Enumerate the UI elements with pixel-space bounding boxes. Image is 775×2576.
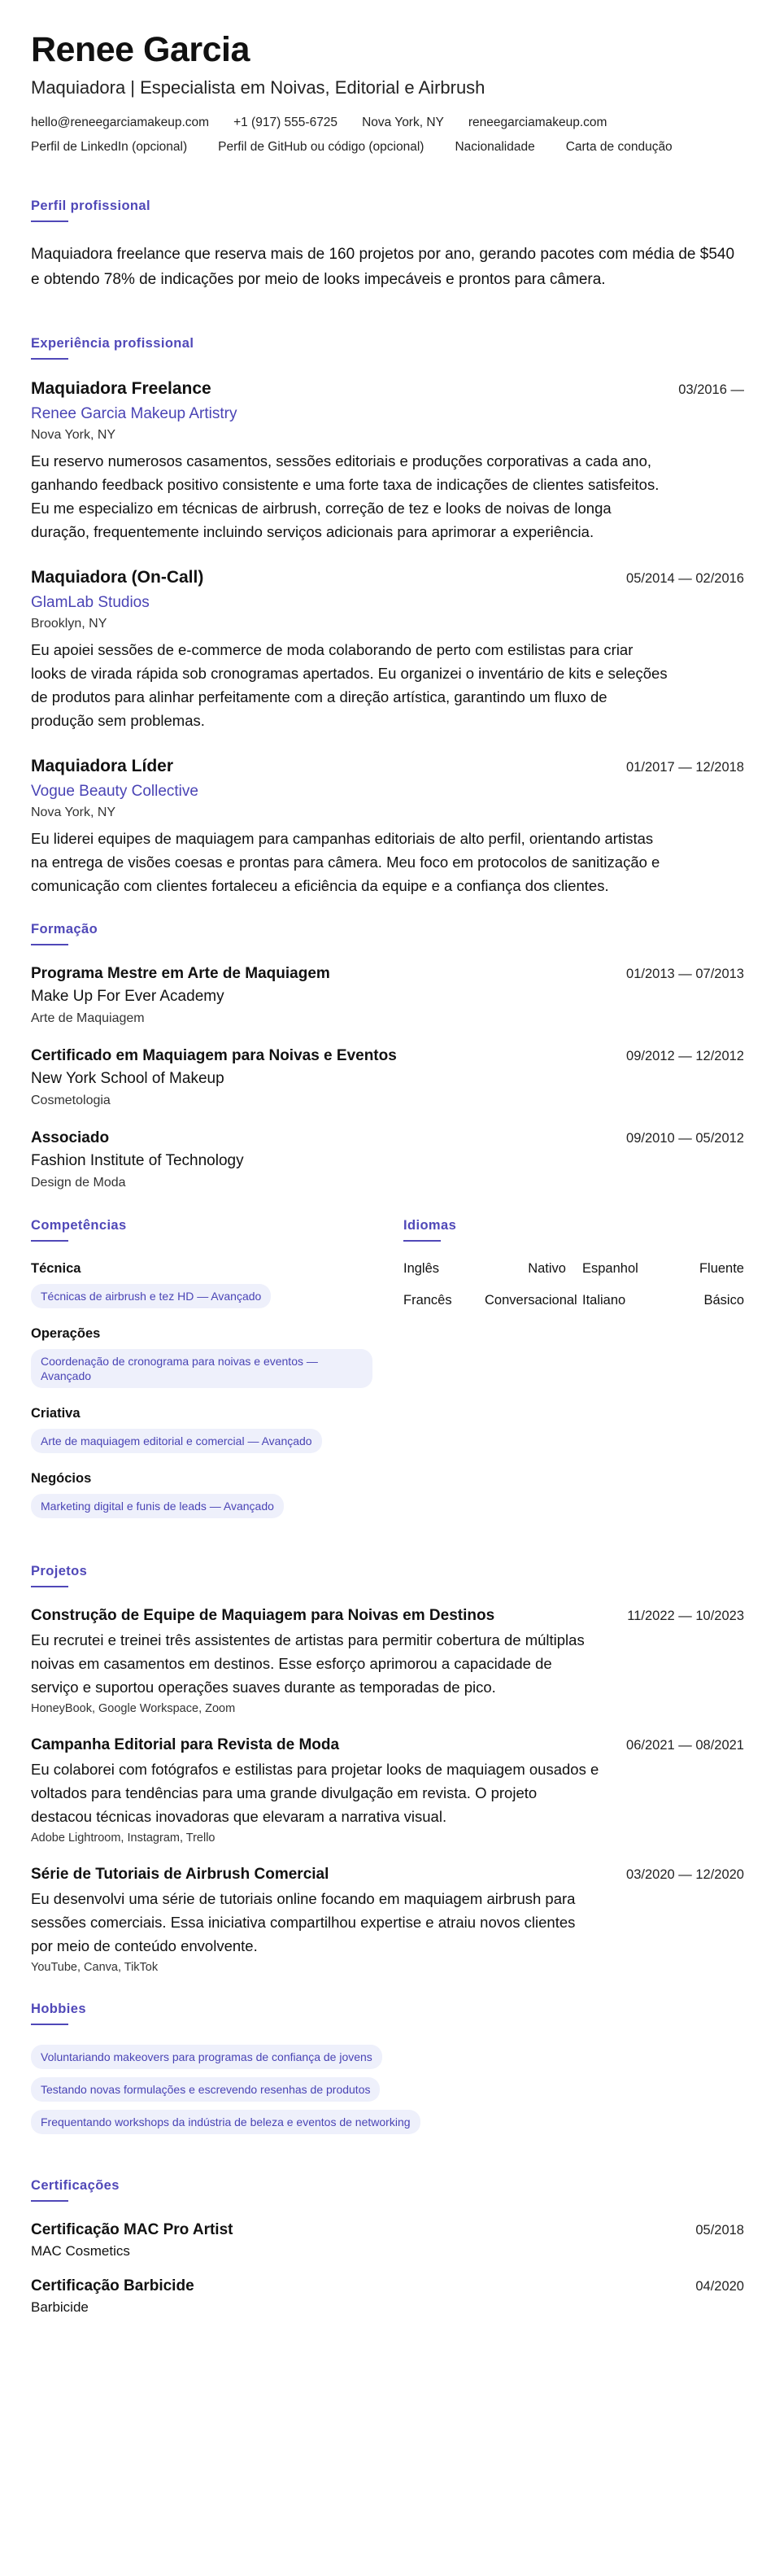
education-date: 09/2010 — 05/2012 (626, 1131, 744, 1146)
language-level: Básico (703, 1293, 744, 1308)
field-of-study: Design de Moda (31, 1176, 126, 1190)
job-company: GlamLab Studios (31, 594, 150, 611)
skill-group (31, 1471, 403, 1518)
candidate-title: Maquiadora | Especialista em Noivas, Editorial e Airbrush (31, 77, 485, 98)
project-entry (31, 1866, 744, 1974)
github-link[interactable]: Perfil de GitHub ou código (opcional) (218, 140, 425, 154)
language-level: Fluente (699, 1261, 744, 1276)
job-title: Maquiadora (On-Call) (31, 568, 204, 587)
section-title: Idiomas (403, 1218, 457, 1233)
links-row (31, 140, 744, 155)
certification-title: Certificação MAC Pro Artist (31, 2221, 233, 2238)
job-date: 03/2016 — (678, 382, 744, 397)
project-date: 03/2020 — 12/2020 (626, 1867, 744, 1882)
job-description: Eu apoiei sessões de e-commerce de moda colaborando de perto com estilistas para criar looks de virada rápida sob cronogramas apertados. Eu organizei o inventário de kits e seleções de produtos para alinhar perfeitamente com a direção artística, garantindo um fluxo de produção sem problemas. (31, 641, 668, 729)
certification-entry (31, 2221, 744, 2259)
languages-section (403, 1218, 744, 1536)
school-name: Make Up For Ever Academy (31, 988, 224, 1005)
certification-entry (31, 2277, 744, 2316)
project-description: Eu colaborei com fotógrafos e estilistas para projetar looks de maquiagem ousados e voltados para tendências para uma grande divulgação em revista. O projeto destacou técnicas inovadoras que elevaram a narrativa visual. (31, 1761, 599, 1825)
certification-issuer: Barbicide (31, 2299, 89, 2315)
job-date: 05/2014 — 02/2016 (626, 571, 744, 586)
job-company: Vogue Beauty Collective (31, 783, 198, 800)
school-name: Fashion Institute of Technology (31, 1152, 244, 1169)
job-title: Maquiadora Líder (31, 757, 174, 775)
section-divider (31, 944, 68, 945)
skill-group (31, 1326, 403, 1388)
location-text: Nova York, NY (362, 116, 444, 129)
project-tools: Adobe Lightroom, Instagram, Trello (31, 1832, 216, 1845)
languages-grid (403, 1261, 744, 1308)
project-date: 06/2021 — 08/2021 (626, 1738, 744, 1753)
skills-languages-row (31, 1218, 744, 1536)
job-company: Renee Garcia Makeup Artistry (31, 405, 237, 422)
section-divider (403, 1240, 441, 1242)
section-title: Certificações (31, 2178, 120, 2193)
hobby-chip: Voluntariando makeovers para programas de confiança de jovens (31, 2045, 382, 2069)
language-level: Conversacional (485, 1293, 577, 1308)
degree-title: Programa Mestre em Arte de Maquiagem (31, 965, 330, 982)
linkedin-link[interactable]: Perfil de LinkedIn (opcional) (31, 140, 188, 154)
resume-header (31, 29, 744, 155)
job-entry (31, 379, 744, 544)
degree-title: Associado (31, 1129, 110, 1146)
skill-chip: Marketing digital e funis de leads — Avançado (31, 1494, 284, 1518)
hobby-list (31, 2045, 744, 2134)
email-link[interactable]: hello@reneegarciamakeup.com (31, 116, 210, 129)
school-name: New York School of Makeup (31, 1070, 224, 1087)
job-title: Maquiadora Freelance (31, 379, 211, 398)
phone-link[interactable]: +1 (917) 555-6725 (233, 116, 338, 129)
language-name: Espanhol (582, 1261, 638, 1276)
skill-category: Técnica (31, 1261, 81, 1276)
section-divider (31, 1586, 68, 1587)
job-entry (31, 757, 744, 897)
section-title: Perfil profissional (31, 199, 150, 213)
job-location: Nova York, NY (31, 806, 116, 819)
skill-group (31, 1406, 403, 1453)
job-entry (31, 568, 744, 732)
project-title: Campanha Editorial para Revista de Moda (31, 1736, 340, 1753)
contact-row (31, 116, 744, 130)
section-title: Competências (31, 1218, 127, 1233)
language-name: Inglês (403, 1261, 440, 1276)
project-entry (31, 1607, 744, 1715)
section-title: Experiência profissional (31, 336, 194, 351)
candidate-name: Renee Garcia (31, 30, 250, 69)
hobby-chip: Testando novas formulações e escrevendo resenhas de produtos (31, 2077, 380, 2102)
education-entry (31, 1047, 744, 1108)
website-link[interactable]: reneegarciamakeup.com (468, 116, 607, 129)
language-name: Italiano (582, 1293, 626, 1308)
job-location: Brooklyn, NY (31, 617, 107, 631)
section-divider (31, 358, 68, 360)
section-divider (31, 2024, 68, 2025)
degree-title: Certificado em Maquiagem para Noivas e Eventos (31, 1047, 397, 1064)
projects-section (31, 1564, 744, 1974)
certification-title: Certificação Barbicide (31, 2277, 194, 2294)
education-entry (31, 1129, 744, 1190)
job-description: Eu liderei equipes de maquiagem para campanhas editoriais de alto perfil, orientando artistas na entrega de visões coesas e prontas para câmera. Meu foco em protocolos de sanitização e comunicação com clientes fortaleceu a eficiência da equipe e a confiança dos clientes. (31, 830, 660, 894)
skill-category: Operações (31, 1326, 101, 1341)
project-title: Construção de Equipe de Maquiagem para Noivas em Destinos (31, 1607, 495, 1624)
language-level: Nativo (528, 1261, 566, 1276)
skill-chip: Técnicas de airbrush e tez HD — Avançado (31, 1284, 271, 1308)
certification-date: 05/2018 (695, 2223, 744, 2238)
field-of-study: Arte de Maquiagem (31, 1011, 145, 1025)
hobby-chip: Frequentando workshops da indústria de beleza e eventos de networking (31, 2110, 420, 2134)
driving-license-text: Carta de condução (565, 140, 673, 154)
project-date: 11/2022 — 10/2023 (627, 1609, 744, 1623)
skills-section (31, 1218, 403, 1536)
skill-category: Criativa (31, 1406, 81, 1421)
job-location: Nova York, NY (31, 428, 116, 442)
profile-section (31, 199, 744, 292)
job-description: Eu reservo numerosos casamentos, sessões editoriais e produções corporativas a cada ano, ganhando feedback positivo consistente e uma forte taxa de indicações de clientes satisfeitos. Eu me especializo em técnicas de airbrush, correção de tez e looks de noivas de longa duração, frequentemente incluindo serviços adicionais para aprimorar a experiência. (31, 452, 660, 540)
project-entry (31, 1736, 744, 1845)
education-section (31, 922, 744, 1190)
profile-summary: Maquiadora freelance que reserva mais de 160 projetos por ano, gerando pacotes com média de $540 e obtendo 78% de indicações por meio de looks impecáveis e prontos para câmera. (31, 246, 735, 288)
education-date: 01/2013 — 07/2013 (626, 967, 744, 981)
project-description: Eu desenvolvi uma série de tutoriais online focando em maquiagem airbrush para sessões comerciais. Essa iniciativa compartilhou expertise e atraiu novos clientes por meio de conteúdo envolvente. (31, 1890, 576, 1954)
project-tools: YouTube, Canva, TikTok (31, 1961, 159, 1974)
certifications-section (31, 2178, 744, 2316)
education-entry (31, 965, 744, 1026)
skill-chip: Arte de maquiagem editorial e comercial — Avançado (31, 1429, 322, 1453)
section-divider (31, 1240, 68, 1242)
section-title: Hobbies (31, 2002, 86, 2016)
certification-date: 04/2020 (695, 2279, 744, 2294)
section-title: Formação (31, 922, 98, 937)
skill-chip: Coordenação de cronograma para noivas e eventos — Avançado (31, 1349, 372, 1388)
nationality-text: Nacionalidade (455, 140, 535, 154)
project-description: Eu recrutei e treinei três assistentes de artistas para permitir cobertura de múltiplas noivas em casamentos em destinos. Esse esforço aprimorou a capacidade de serviço e suportou operações suaves durante as temporadas de pico. (31, 1631, 585, 1696)
job-date: 01/2017 — 12/2018 (626, 760, 744, 775)
experience-section (31, 336, 744, 897)
skill-group (31, 1261, 403, 1308)
section-divider (31, 2200, 68, 2202)
project-title: Série de Tutoriais de Airbrush Comercial (31, 1866, 329, 1883)
field-of-study: Cosmetologia (31, 1094, 111, 1107)
project-tools: HoneyBook, Google Workspace, Zoom (31, 1702, 236, 1715)
hobbies-section (31, 2002, 744, 2134)
certification-issuer: MAC Cosmetics (31, 2243, 130, 2259)
education-date: 09/2012 — 12/2012 (626, 1049, 744, 1063)
language-name: Francês (403, 1293, 452, 1308)
section-divider (31, 220, 68, 222)
section-title: Projetos (31, 1564, 88, 1578)
skill-category: Negócios (31, 1471, 92, 1486)
